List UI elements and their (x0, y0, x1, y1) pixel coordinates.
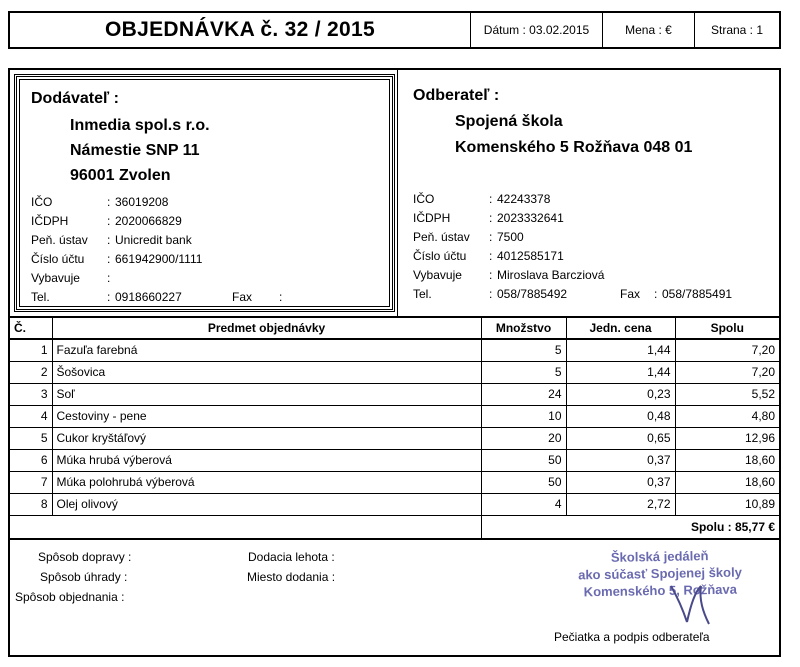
stamp: Školská jedáleň ako súčasť Spojenej školy Komenského 5, Rožňava (578, 548, 742, 600)
supplier-fax: Fax : (232, 290, 283, 304)
order-currency: Mena : € (603, 13, 695, 47)
table-row: 3 Soľ 24 0,23 5,52 (10, 383, 779, 405)
buyer-handler: Vybavuje : Miroslava Barcziová (413, 268, 605, 282)
transport-label: Spôsob dopravy : (38, 550, 132, 564)
buyer-bank: Peň. ústav : 7500 (413, 230, 524, 244)
buyer-account: Číslo účtu : 4012585171 (413, 249, 564, 263)
table-row: 8 Olej olivový 4 2,72 10,89 (10, 493, 779, 515)
col-header-no: Č. (10, 317, 52, 339)
supplier-ico: IČO : 36019208 (31, 195, 169, 209)
table-row: 1 Fazuľa farebná 5 1,44 7,20 (10, 339, 779, 361)
order-total: Spolu : 85,77 € (481, 515, 779, 539)
supplier-bank: Peň. ústav : Unicredit bank (31, 233, 192, 247)
signature-label: Pečiatka a podpis odberateľa (554, 630, 710, 644)
order-title: OBJEDNÁVKA č. 32 / 2015 (10, 13, 471, 47)
supplier-box (14, 74, 395, 312)
supplier-account: Číslo účtu : 661942900/1111 (31, 252, 203, 266)
table-row: 5 Cukor kryštáľový 20 0,65 12,96 (10, 427, 779, 449)
supplier-tel: Tel. : 0918660227 (31, 290, 182, 304)
items-table (10, 316, 779, 540)
table-row: 7 Múka polohrubá výberová 50 0,37 18,60 (10, 471, 779, 493)
buyer-name-line: Komenského 5 Rožňava 048 01 (455, 139, 693, 156)
col-header-item: Predmet objednávky (52, 317, 481, 339)
signature-mark (665, 580, 715, 630)
supplier-name-line: 96001 Zvolen (70, 167, 171, 184)
total-row (10, 515, 779, 539)
buyer-name-line: Spojená škola (455, 113, 563, 130)
order-body (8, 68, 781, 657)
col-header-total: Spolu (675, 317, 779, 339)
supplier-name-line: Inmedia spol.s r.o. (70, 117, 210, 134)
delivery-term-label: Dodacia lehota : (248, 550, 335, 564)
supplier-icdph: IČDPH : 2020066829 (31, 214, 182, 228)
supplier-heading: Dodávateľ : (31, 90, 119, 107)
buyer-fax: Fax : 058/7885491 (620, 287, 733, 301)
buyer-tel: Tel. : 058/7885492 (413, 287, 568, 301)
order-header (8, 11, 781, 49)
buyer-box (397, 70, 779, 316)
col-header-qty: Množstvo (481, 317, 566, 339)
ordering-label: Spôsob objednania : (15, 590, 125, 604)
buyer-heading: Odberateľ : (413, 87, 500, 104)
buyer-icdph: IČDPH : 2023332641 (413, 211, 564, 225)
table-row: 4 Cestoviny - pene 10 0,48 4,80 (10, 405, 779, 427)
buyer-ico: IČO : 42243378 (413, 192, 551, 206)
payment-label: Spôsob úhrady : (40, 570, 128, 584)
order-date: Dátum : 03.02.2015 (471, 13, 603, 47)
delivery-place-label: Miesto dodania : (247, 570, 336, 584)
supplier-name-line: Námestie SNP 11 (70, 142, 200, 159)
order-page: Strana : 1 (710, 23, 764, 37)
supplier-handler: Vybavuje : (31, 271, 111, 285)
table-row: 2 Šošovica 5 1,44 7,20 (10, 361, 779, 383)
table-row: 6 Múka hrubá výberová 50 0,37 18,60 (10, 449, 779, 471)
col-header-price: Jedn. cena (566, 317, 675, 339)
table-header-row (10, 317, 779, 339)
